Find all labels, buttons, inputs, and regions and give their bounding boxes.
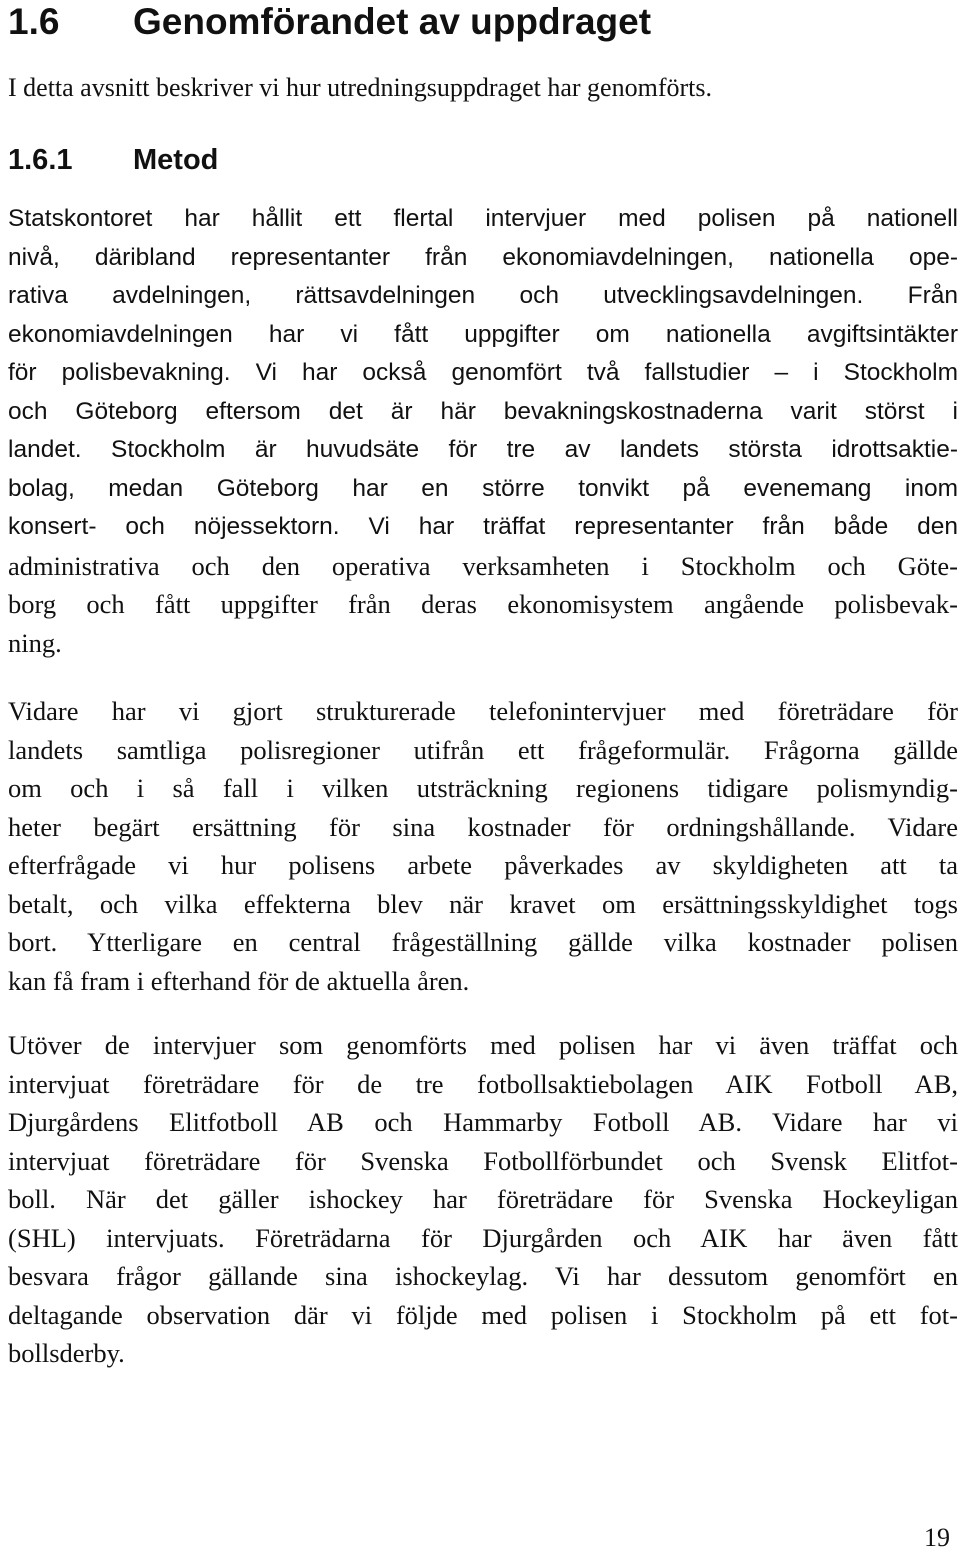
paragraph-line: kan få fram i efterhand för de aktuella åren.	[8, 965, 470, 996]
paragraph-line: bort. Ytterligare en central frågeställning gällde vilka kostnader polisen	[8, 927, 958, 957]
subsection-number: 1.6.1	[8, 144, 73, 176]
section-title: Genomförandet av uppdraget	[133, 1, 652, 42]
paragraph-line: betalt, och vilka effekterna blev när kravet om ersättningsskyldighet togs	[8, 888, 958, 919]
paragraph-line: boll. När det gäller ishockey har företrädare för Svenska Hockeyligan	[8, 1184, 958, 1214]
paragraph-line: konsert- och nöjessektorn. Vi har träffat representanter från både den	[8, 513, 958, 540]
page-number: 19	[924, 1523, 950, 1552]
paragraph-line: deltagande observation där vi följde med polisen i Stockholm på ett fot-	[8, 1299, 958, 1330]
paragraph-line: bolag, medan Göteborg har en större tonvikt på evenemang inom	[8, 474, 958, 502]
paragraph-clubs	[8, 1026, 958, 1373]
paragraph-line: Vidare har vi gjort strukturerade telefonintervjuer med företrädare för	[8, 696, 958, 726]
paragraph-line: landet. Stockholm är huvudsäte för tre av landets största idrottsaktie-	[8, 436, 958, 463]
paragraph-line: för polisbevakning. Vi har också genomfört två fallstudier – i Stockholm	[8, 359, 958, 386]
subsection-title: Metod	[133, 144, 219, 176]
paragraph-line: efterfrågade vi hur polisens arbete påverkades av skyldigheten att ta	[8, 850, 958, 880]
paragraph-line: Djurgårdens Elitfotboll AB och Hammarby Fotboll AB. Vidare har vi	[8, 1107, 958, 1137]
subsection-heading	[8, 140, 218, 180]
section-heading	[8, 0, 651, 44]
paragraph-line: besvara frågor gällande sina ishockeylag. Vi har dessutom genomfört en	[8, 1261, 958, 1291]
paragraph-line: borg och fått uppgifter från deras ekonomisystem angående polisbevak-	[8, 589, 958, 619]
paragraph-line: administrativa och den operativa verksamheten i Stockholm och Göte-	[8, 550, 958, 581]
paragraph-line: ekonomiavdelningen har vi fått uppgifter om nationella avgiftsintäkter	[8, 320, 958, 348]
paragraph-line: om och i så fall i vilken utsträckning regionens tidigare polismyndig-	[8, 773, 958, 803]
paragraph-line: nivå, däribland representanter från ekonomiavdelningen, nationella ope-	[8, 243, 958, 271]
paragraph-line: och Göteborg eftersom det är här bevakningskostnaderna varit störst i	[8, 397, 958, 425]
paragraph-line: heter begärt ersättning för sina kostnader för ordningshållande. Vidare	[8, 811, 958, 842]
paragraph-line: rativa avdelningen, rättsavdelningen och utvecklingsavdelningen. Från	[8, 282, 958, 309]
paragraph-line: intervjuat företrädare för de tre fotbollsaktiebolagen AIK Fotboll AB,	[8, 1068, 958, 1099]
paragraph-line: Utöver de intervjuer som genomförts med polisen har vi även träffat och	[8, 1030, 958, 1060]
intro-text: I detta avsnitt beskriver vi hur utredningsuppdraget har genomförts.	[8, 73, 712, 102]
paragraph-line: ning.	[8, 627, 62, 658]
paragraph-line: (SHL) intervjuats. Företrädarna för Djurgården och AIK har även fått	[8, 1222, 958, 1253]
paragraph-line: intervjuat företrädare för Svenska Fotbollförbundet och Svensk Elitfot-	[8, 1145, 958, 1176]
section-number: 1.6	[8, 1, 60, 42]
paragraph-interviews	[8, 692, 958, 1000]
paragraph-line: landets samtliga polisregioner utifrån ett frågeformulär. Frågorna gällde	[8, 734, 958, 765]
paragraph-line: bollsderby.	[8, 1338, 125, 1368]
paragraph-method	[8, 200, 958, 662]
paragraph-line: Statskontoret har hållit ett flertal intervjuer med polisen på nationell	[8, 205, 958, 232]
